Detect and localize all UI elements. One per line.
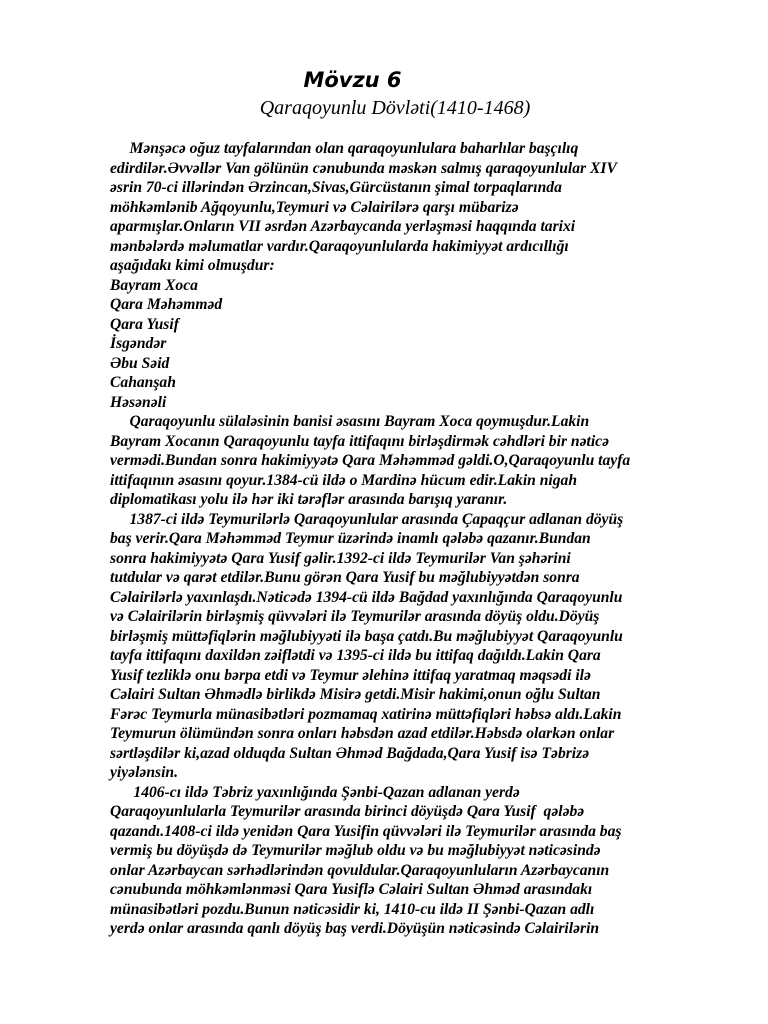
body-text-line: mənbələrdə məlumatlar vardır.Qaraqoyunlularda hakimiyyət ardıcıllığı [110, 237, 569, 255]
body-text-line: Cahanşah [110, 374, 176, 391]
body-text-line: Əbu Səid [110, 354, 170, 372]
body-text-line: tutdular və qarət etdilər.Bunu görən Qara Yusif bu məğlubiyyətdən sonra [110, 569, 580, 586]
body-text-line: möhkəmlənib Ağqoyunlu,Teymuri və Cəlairilərə qarşı mübarizə [110, 198, 519, 216]
body-text-line: sonra hakimiyyətə Qara Yusif gəlir.1392-ci ildə Teymurilər Van şəhərini [110, 549, 571, 567]
body-text-line: Qara Yusif [110, 315, 179, 333]
body-text-line: Mənşəcə oğuz tayfalarından olan qaraqoyunlulara baharlılar başçılıq [110, 140, 579, 157]
body-text-line: və Cəlairilərin birləşmiş qüvvələri ilə Teymurilər arasında döyüş oldu.Döyüş [110, 608, 600, 625]
body-text-line: Yusif tezliklə onu bərpa etdi və Teymur əlehinə ittifaq yaratmaq məqsədi ilə [110, 666, 591, 684]
body-text-line: Bayram Xocanın Qaraqoyunlu tayfa ittifaqını birləşdirmək cəhdləri bir nəticə [110, 432, 610, 450]
body-text-line: qazandı.1408-ci ildə yenidən Qara Yusifin qüvvələri ilə Teymurilər arasında baş [110, 822, 622, 840]
body-text-line: Həsənəli [110, 393, 167, 411]
body-text-line: vermədi.Bundan sonra hakimiyyətə Qara Məhəmməd gəldi.O,Qaraqoyunlu tayfa [110, 452, 631, 469]
body-text-line: Cəlairilərlə yaxınlaşdı.Nəticədə 1394-cü ildə Bağdad yaxınlığında Qaraqoyunlu [110, 588, 623, 606]
body-text-line: cənubunda möhkəmlənməsi Qara Yusiflə Cəlairi Sultan Əhməd arasındakı [110, 881, 593, 898]
document-title: Mövzu 6 [303, 68, 402, 92]
body-text-line: münasibətləri pozdu.Bunun nəticəsidir ki, 1410-cu ildə II Şənbi-Qazan adlı [110, 900, 595, 918]
body-text-line: vermiş bu döyüşdə də Teymurilər məğlub oldu və bu məğlubiyyət nəticəsində [110, 842, 601, 859]
body-text-line: aşağıdakı kimi olmuşdur: [110, 257, 275, 274]
body-text-line: Teymurun ölümündən sonra onları həbsdən azad etdilər.Həbsdə olarkən onlar [110, 725, 615, 742]
body-text-line: Fərəc Teymurla münasibətləri pozmamaq xatirinə müttəfiqləri həbsə aldı.Lakin [110, 705, 622, 723]
body-text-line: 1387-ci ildə Teymurilərlə Qaraqoyunlular arasında Çapaqçur adlanan döyüş [110, 510, 624, 528]
body-text-line: Qaraqoyunlu sülaləsinin banisi əsasını Bayram Xoca qoymuşdur.Lakin [110, 413, 590, 430]
document-body [110, 139, 720, 939]
body-text-line: ittifaqının əsasını qoyur.1384-cü ildə o Mardinə hücum edir.Lakin nigah [110, 471, 578, 489]
document-subtitle: Qaraqoyunlu Dövləti(1410-1468) [259, 97, 531, 119]
body-text-line: yerdə onlar arasında qanlı döyüş baş verdi.Döyüşün nəticəsində Cəlairilərin [110, 920, 600, 937]
body-text-line: əsrin 70-ci illərindən Ərzincan,Sivas,Gürcüstanın şimal torpaqlarında [110, 179, 562, 196]
body-text-line: edirdilər.Əvvəllər Van gölünün cənubunda məskən salmış qaraqoyunlular XIV [110, 159, 617, 177]
body-text-line: Qaraqoyunlularla Teymurilər arasında birinci döyüşdə Qara Yusif qələbə [110, 803, 585, 820]
body-text-line: diplomatikası yolu ilə hər iki tərəflər arasında barışıq yaranır. [110, 491, 508, 508]
body-text-line: sərtləşdilər ki,azad olduqda Sultan Əhməd Bağdada,Qara Yusif isə Təbrizə [110, 744, 590, 762]
body-text-line: İsgəndər [110, 335, 167, 352]
body-text-line: onlar Azərbaycan sərhədlərindən qovuldular.Qaraqoyunluların Azərbaycanın [110, 861, 610, 879]
body-text-line: birləşmiş müttəfiqlərin məğlubiyyəti ilə başa çatdı.Bu məğlubiyyət Qaraqoyunlu [110, 627, 623, 645]
body-text-line: Bayram Xoca [110, 276, 198, 294]
body-text-line: yiyələnsin. [110, 764, 178, 781]
body-text-line: Qara Məhəmməd [110, 296, 223, 313]
body-text-line: 1406-cı ildə Təbriz yaxınlığında Şənbi-Qazan adlanan yerdə [110, 783, 520, 801]
body-text-line: Cəlairi Sultan Əhmədlə birlikdə Misirə getdi.Misir hakimi,onun oğlu Sultan [110, 686, 601, 703]
body-text-line: baş verir.Qara Məhəmməd Teymur üzərində inamlı qələbə qazanır.Bundan [110, 530, 591, 547]
body-text-line: tayfa ittifaqını daxildən zəiflətdi və 1395-ci ildə bu ittifaq dağıldı.Lakin Qara [110, 647, 601, 664]
body-text-line: aparmışlar.Onların VII əsrdən Azərbaycanda yerləşməsi haqqında tarixi [110, 218, 576, 235]
